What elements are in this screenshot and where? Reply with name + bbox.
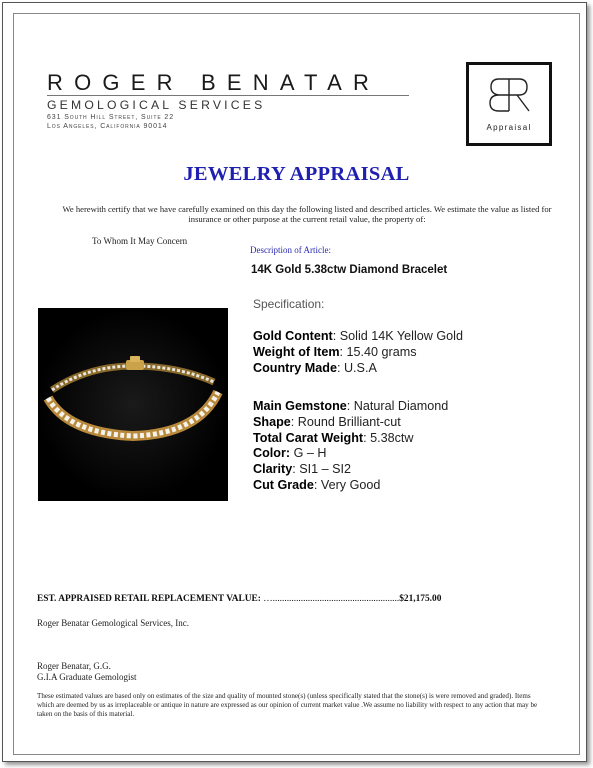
spec-gold-content (253, 329, 463, 343)
document-title: JEWELRY APPRAISAL (183, 163, 410, 185)
br-monogram-icon (469, 65, 549, 121)
certification-text: We herewith certify that we have carefully examined on this day the following listed and described articles. We estimate the value as listed for insurance or other purpose at the current retail value, the property of: (62, 204, 552, 224)
specification-label: Specification: (253, 297, 325, 311)
spec-label: Total Carat Weight (253, 431, 364, 445)
spec-label: Country Made (253, 361, 337, 375)
spec-value: : Solid 14K Yellow Gold (332, 329, 463, 343)
appraised-value-amount: $21,175.00 (399, 594, 442, 604)
recipient: To Whom It May Concern (92, 236, 188, 246)
spec-label: Main Gemstone (253, 399, 347, 413)
description-label: Description of Article: (250, 245, 331, 255)
spec-weight (253, 345, 417, 359)
spec-label: Gold Content (253, 329, 333, 343)
spec-label: Cut Grade (253, 478, 314, 492)
header-rule (47, 95, 409, 96)
company-division: GEMOLOGICAL SERVICES (47, 98, 266, 112)
spec-value: : 15.40 grams (339, 345, 417, 359)
spec-cut-grade (253, 478, 380, 492)
company-name: ROGER BENATAR (47, 70, 381, 95)
spec-color (253, 446, 326, 460)
spec-shape (253, 415, 401, 429)
logo-caption: Appraisal (486, 123, 532, 132)
signature-name: Roger Benatar, G.G. (37, 661, 111, 671)
appraised-value-label: EST. APPRAISED RETAIL REPLACEMENT VALUE: (37, 594, 261, 604)
spec-label: Color: (253, 446, 291, 460)
appraised-value-line (37, 594, 441, 604)
spec-clarity (253, 462, 351, 476)
value-leader-dots: …...................................................... (263, 594, 400, 604)
spec-value: G – H (290, 446, 327, 460)
spec-value: : Natural Diamond (346, 399, 449, 413)
spec-value: : SI1 – SI2 (292, 462, 352, 476)
appraisal-logo (466, 62, 552, 146)
spec-carat-weight (253, 431, 414, 445)
disclaimer-text: These estimated values are based only on estimates of the size and quality of mounted stone(s) (unless specifically stated that the stone(s) is were removed and graded). Items which are deemed by us as irreplaceable or antique in nature are expressed as our opinion of current market value .We assume no liability with respect to any action that may be taken on the basis of this material. (37, 692, 538, 718)
spec-value: : Round Brilliant-cut (290, 415, 401, 429)
spec-value: : U.S.A (336, 361, 377, 375)
spec-value: : Very Good (313, 478, 381, 492)
bracelet-image (38, 308, 228, 501)
spec-label: Weight of Item (253, 345, 340, 359)
article-title: 14K Gold 5.38ctw Diamond Bracelet (251, 264, 448, 276)
spec-label: Shape (253, 415, 291, 429)
spec-value: : 5.38ctw (363, 431, 414, 445)
spec-label: Clarity (253, 462, 293, 476)
address-line-2: Los Angeles, California 90014 (47, 123, 168, 130)
address-line-1: 631 South Hill Street, Suite 22 (47, 114, 174, 121)
bracelet-photo (38, 308, 228, 501)
spec-country (253, 361, 377, 375)
signature-title: G.I.A Graduate Gemologist (37, 672, 137, 682)
signature-company: Roger Benatar Gemological Services, Inc. (37, 618, 189, 628)
spec-main-gemstone (253, 399, 448, 413)
